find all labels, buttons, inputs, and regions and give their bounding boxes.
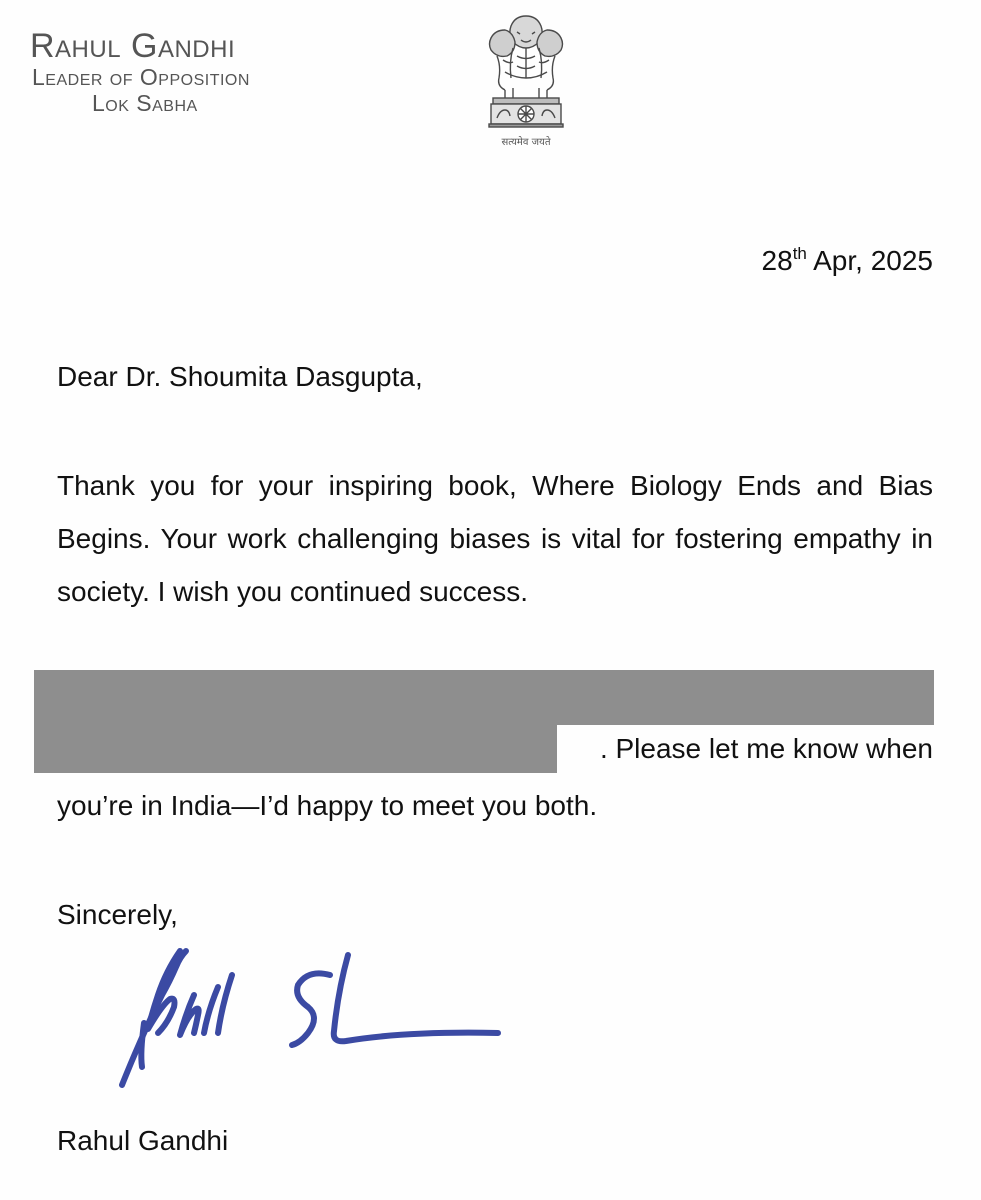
body-paragraph-1: Thank you for your inspiring book, Where Biology Ends and Bias Begins. Your work challenging biases is vital for fostering empathy in society. I wish you continued success.	[57, 470, 933, 607]
body-paragraph-2-last-line: you’re in India—I’d happy to meet you both.	[57, 790, 598, 821]
state-emblem	[483, 12, 569, 152]
signer-name: Rahul Gandhi	[57, 1125, 229, 1156]
body-paragraph-2-line-end: . Please let me know when	[599, 733, 933, 764]
letter-date	[762, 245, 933, 277]
date-day: 28	[761, 245, 793, 276]
date-suffix: th	[792, 244, 807, 263]
letterhead	[30, 28, 330, 116]
state-emblem-of-india-icon	[483, 12, 569, 134]
closing: Sincerely,	[57, 899, 178, 930]
emblem-motto: सत्यमेव जयते	[501, 137, 551, 148]
letterhead-title: Leader of Opposition	[32, 64, 250, 90]
letterhead-house: Lok Sabha	[92, 90, 198, 116]
handwritten-signature	[110, 945, 510, 1095]
date-month-year: Apr, 2025	[806, 245, 933, 276]
salutation: Dear Dr. Shoumita Dasgupta,	[57, 361, 423, 392]
letterhead-name: Rahul Gandhi	[30, 27, 236, 65]
redaction-block	[34, 725, 557, 773]
signature-icon	[110, 945, 510, 1095]
redaction-block	[34, 670, 934, 725]
